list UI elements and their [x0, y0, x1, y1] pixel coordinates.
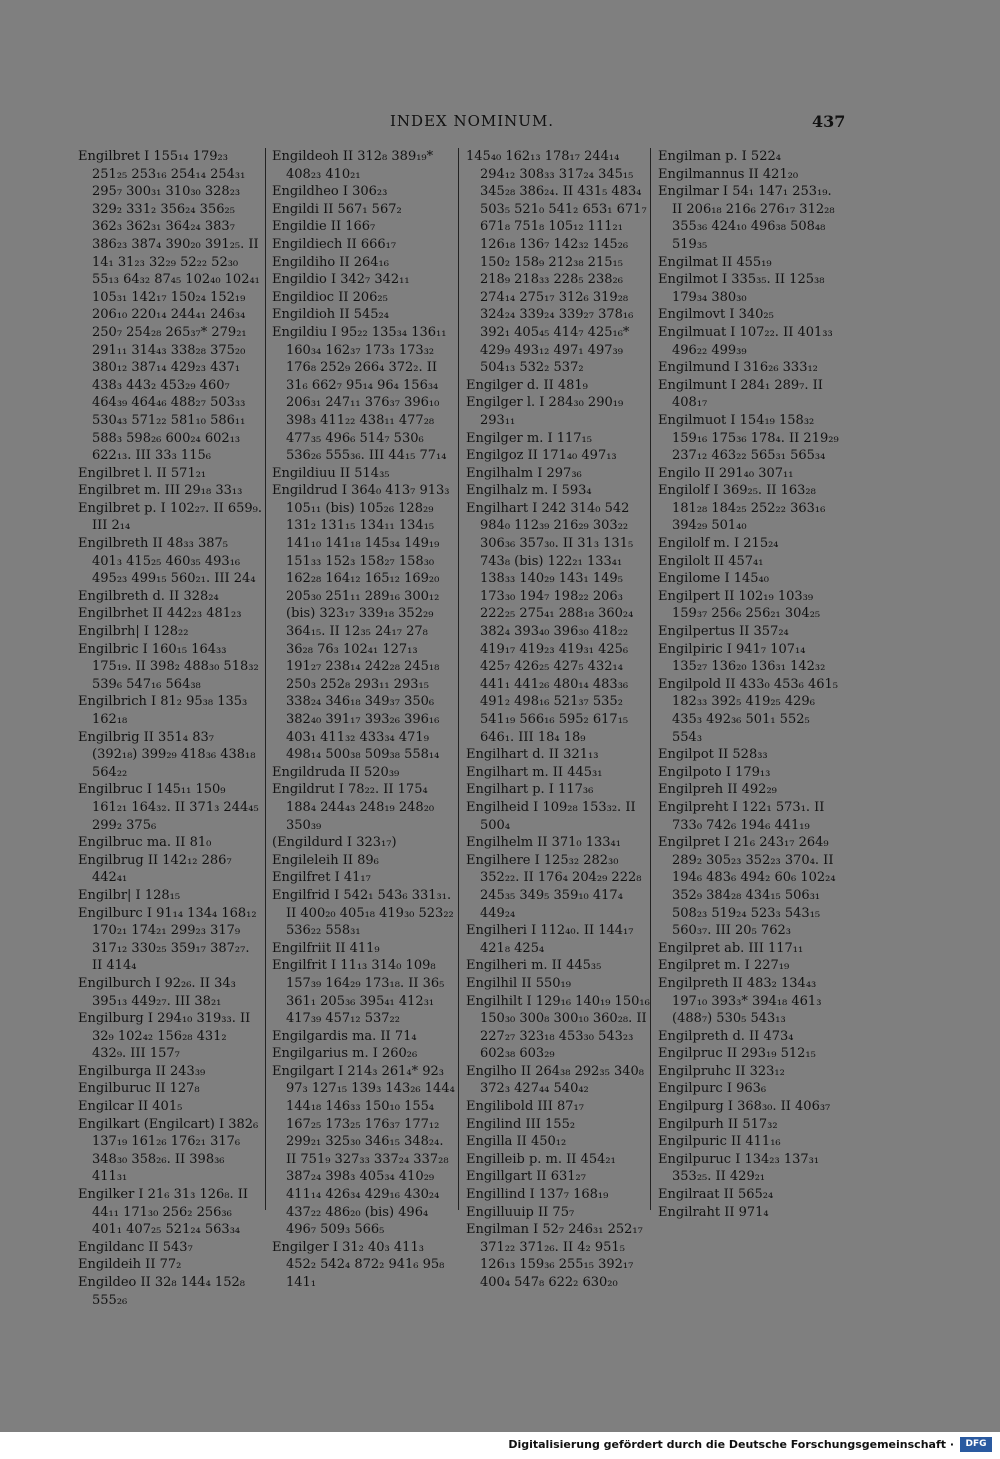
index-entry: Engilpuruc I 134₂₃ 137₃₁ 353₂₅. II 429₂₁ — [658, 1151, 820, 1185]
index-entry: Engilbrug II 142₁₂ 286₇ 442₄₁ — [78, 852, 232, 886]
index-entry: Engilho II 264₃₈ 292₃₅ 340₈ 372₃ 427₄₄ 540₄₂ — [466, 1063, 644, 1097]
index-entry: Engilfrit I 11₁₃ 314₀ 109₈ 157₃₉ 164₂₉ 173₁₈. II 36₅ 361₁ 205₃₆ 395₄₁ 412₃₁ 417₃₉ 457₁₂ 537₂₂ — [272, 958, 445, 1027]
index-entry: Engilfret I 41₁₇ — [272, 870, 371, 886]
index-entry: Engileleih II 89₆ — [272, 852, 379, 868]
index-entry: Engilburga II 243₃₉ — [78, 1063, 206, 1079]
index-entry: Engilhelm II 371₀ 133₄₁ — [466, 835, 621, 851]
index-entry: Engilhart I 242 314₀ 542 984₀ 112₃₉ 216₂₉ 303₂₂ 306₃₆ 357₃₀. II 31₃ 131₅ 743₈ (bis) 122₂₁ 133₄₁ 138₃₃ 140₂₉ 143₁ 149₅ 173₃₀ 194₇ 198₂₂ 206₃ 222₂₅ 275₄₁ 288₁₈ 360₂₄ 382₄ 393₄₀ 396₃₀ 418₂₂ 419₁₇ 419₂₃ 419₃₁ 425₆ 425₇ 426₂₅ 427₅ 432₁₄ 441₁ 441₂₆ 480₁₄ 483₃₆ 491₂ 498₁₆ 521₃₇ 535₂ 541₁₉ 566₁₆ 595₂ 617₁₅ 646₁. III 18₄ 18₉ — [466, 500, 634, 745]
index-entry: Engilmund I 316₂₆ 333₁₂ — [658, 360, 818, 376]
index-entry: Engilbret p. I 102₂₇. II 659₉. III 2₁₄ — [78, 500, 262, 534]
index-entry: Engildeo II 32₈ 144₄ 152₈ 555₂₆ — [78, 1275, 245, 1308]
index-entry: Engilheid I 109₂₈ 153₃₂. II 500₄ — [466, 799, 636, 833]
index-entry: Engildheo I 306₂₃ — [272, 184, 388, 200]
index-entry: Engilhil II 550₁₉ — [466, 975, 571, 991]
index-entry: Engilbreth II 48₃₃ 387₅ 401₃ 415₂₅ 460₃₅ 493₁₆ 495₂₃ 499₁₅ 560₂₁. III 24₄ — [78, 536, 256, 587]
index-entry: Engilbruc I 145₁₁ 150₉ 161₂₁ 164₃₂. II 371₃ 244₄₅ 299₂ 375₆ — [78, 782, 259, 833]
index-entry: Engildeih II 77₂ — [78, 1257, 182, 1273]
index-entry: Engildiu I 95₂₂ 135₃₄ 136₁₁ 160₃₄ 162₃₇ 173₃ 173₃₂ 176₈ 252₉ 266₄ 372₂. II 31₆ 662₇ 95₁₄ 96₄ 156₃₄ 206₃₁ 247₁₁ 376₃₇ 396₁₀ 398₃ 411₂₂ 438₁₁ 477₂₈ 477₃₅ 496₆ 514₇ 530₆ 536₂₆ 555₃₆. III 44₁₅ 77₁₄ — [272, 324, 447, 464]
index-entry: Engilbrich I 81₂ 95₃₈ 135₃ 162₁₈ — [78, 694, 248, 727]
index-entry: Engilpert II 102₁₉ 103₃₉ 159₃₇ 256₆ 256₂₁ 304₂₅ — [658, 588, 821, 622]
index-entry: Engilome I 145₄₀ — [658, 571, 769, 587]
index-entry: Engilmot I 335₃₅. II 125₃₈ 179₃₄ 380₃₀ — [658, 272, 825, 305]
index-entry: Engilger I 31₂ 40₃ 411₃ 452₂ 542₄ 872₂ 941₆ 95₈ 141₁ — [272, 1239, 445, 1290]
index-entry: Engilger m. I 117₁₅ — [466, 430, 592, 446]
index-entry: Engilfrid I 542₁ 543₆ 331₃₁. II 400₂₀ 405₁₈ 419₃₀ 523₂₂ 536₂₂ 558₃₁ — [272, 887, 454, 939]
index-entry: Engilla II 450₁₂ — [466, 1134, 567, 1150]
index-entry: Engilbr| I 128₁₅ — [78, 887, 181, 903]
index-entry: Engilbrig II 351₄ 83₇ (392₁₈) 399₂₉ 418₃₆ 438₁₈ 564₂₂ — [78, 729, 256, 780]
index-entry: Engilmannus II 421₂₀ — [658, 166, 799, 182]
index-entry: Engilo II 291₄₀ 307₁₁ — [658, 465, 794, 481]
index-entry: Engildruda II 520₃₉ — [272, 764, 400, 780]
index-entry: Engilger l. I 284₃₀ 290₁₉ 293₁₁ — [466, 395, 624, 428]
index-entry: Engilpreth d. II 473₄ — [658, 1028, 794, 1044]
index-entry: Engilbrhet II 442₂₃ 481₂₃ — [78, 606, 242, 622]
index-entry: Engilgoz II 171₄₀ 497₁₃ — [466, 448, 617, 464]
index-entry: Engildiho II 264₁₆ — [272, 254, 389, 270]
index-entry: Engilmar I 54₁ 147₁ 253₁₉. II 206₁₈ 216₆ 276₁₇ 312₂₈ 355₃₆ 424₁₀ 496₃₈ 508₄₈ 519₃₅ — [658, 184, 835, 252]
index-entry: Engilhalz m. I 593₄ — [466, 483, 592, 499]
index-entry: Engilcar II 401₅ — [78, 1099, 183, 1115]
index-entry: Engilpruc II 293₁₉ 512₁₅ — [658, 1046, 816, 1062]
index-entry: Engildi II 567₁ 567₂ — [272, 201, 402, 217]
index-entry: Engilgardis ma. II 71₄ — [272, 1028, 417, 1044]
index-entry: Engilhere I 125₃₂ 282₃₀ 352₂₂. II 176₄ 204₂₉ 222₈ 245₃₅ 349₅ 359₁₀ 417₄ 449₂₄ — [466, 852, 642, 921]
index-entry: Engildiuu II 514₃₅ — [272, 465, 390, 481]
index-column-1 — [78, 148, 262, 1309]
index-entry: Engilheri I 112₄₀. II 144₁₇ 421₈ 425₄ — [466, 923, 634, 956]
index-entry: Engilburch I 92₂₆. II 34₃ 395₁₃ 449₂₇. III 38₂₁ — [78, 975, 236, 1009]
index-entry: Engilpret I 21₆ 243₁₇ 264₉ 289₂ 305₂₃ 352₂₃ 370₄. II 194₆ 483₆ 494₂ 60₆ 102₂₄ 352₉ 384₂₈ 434₁₅ 506₃₁ 508₂₃ 519₂₄ 523₃ 543₁₅ 560₃₇. III 20₅ 762₃ — [658, 835, 836, 939]
index-entry: Engildrut I 78₂₂. II 175₄ 188₄ 244₄₃ 248₁₉ 248₂₀ 350₃₉ — [272, 782, 435, 833]
index-entry: Engilpold II 433₀ 453₆ 461₅ 182₃₃ 392₅ 419₂₅ 429₆ 435₃ 492₃₆ 501₁ 552₅ 554₃ — [658, 676, 839, 745]
index-entry: Engilman p. I 522₄ — [658, 149, 781, 164]
index-entry: Engilpurc I 963₆ — [658, 1081, 767, 1097]
index-entry: Engilhart d. II 321₁₃ — [466, 747, 599, 763]
index-column-4 — [658, 148, 842, 1221]
index-entry: Engilbret I 155₁₄ 179₂₃ 251₂₅ 253₁₆ 254₁₄ 254₃₁ 295₇ 300₃₁ 310₃₀ 328₂₃ 329₂ 331₂ 356₂₄ 356₂₅ 362₃ 362₃₁ 364₂₄ 383₇ 386₂₃ 387₄ 390₂₀ 391₂₅. II 14₁ 31₂₃ 32₂₉ 52₂₂ 52₃₀ 55₁₃ 64₃₂ 87₄₅ 102₄₀ 102₄₁ 105₃₁ 142₁₇ 150₂₄ 152₁₉ 206₁₀ 220₁₄ 244₄₁ 246₃₄ 250₇ 254₂₈ 265₃₇* 279₂₁ 291₁₁ 314₄₃ 338₂₈ 375₂₀ 380₁₂ 387₁₄ 429₂₃ 437₁ 438₃ 443₂ 453₂₉ 460₇ 464₃₉ 464₄₆ 488₂₇ 503₃₃ 530₄₃ 571₂₂ 581₁₀ 586₁₁ 588₃ 598₂₆ 600₂₄ 602₁₃ 622₁₃. III 33₃ 115₆ — [78, 149, 260, 464]
index-entry: Engilibold III 87₁₇ — [466, 1099, 584, 1115]
index-entry: 145₄₀ 162₁₃ 178₁₇ 244₁₄ 294₁₂ 308₃₃ 317₂₄ 345₁₅ 345₂₈ 386₂₄. II 431₅ 483₄ 503₅ 521₀ 541₂ 653₁ 671₇ 671₈ 751₈ 105₁₂ 111₂₁ 126₁₈ 136₇ 142₃₂ 145₂₆ 150₂ 158₉ 212₃₈ 215₁₅ 218₉ 218₃₃ 228₅ 238₂₆ 274₁₄ 275₁₇ 312₆ 319₂₈ 324₂₄ 339₂₄ 339₂₇ 378₁₆ 392₁ 405₄₅ 414₇ 425₁₆* 429₉ 493₁₂ 497₁ 497₃₉ 504₁₃ 532₂ 537₂ — [466, 149, 647, 376]
index-entry: Engilbret l. II 571₂₁ — [78, 465, 207, 481]
index-entry: Engilman I 52₇ 246₃₁ 252₁₇ 371₂₂ 371₂₆. II 4₂ 951₅ 126₁₃ 159₃₆ 255₁₅ 392₁₇ 400₄ 547₈ 622₂ 630₂₀ — [466, 1222, 643, 1290]
index-entry: Engilraht II 971₄ — [658, 1204, 769, 1220]
index-entry: Engilpreth II 483₂ 134₄₃ 197₁₀ 393₃* 394₁₈ 461₃ (488₇) 530₅ 543₁₃ — [658, 975, 822, 1027]
index-entry: Engilolf m. I 215₂₄ — [658, 536, 779, 552]
index-entry: Engillgart II 631₂₇ — [466, 1169, 586, 1185]
index-entry: Engilluuip II 75₇ — [466, 1204, 575, 1220]
page-number: 437 — [812, 112, 846, 131]
index-entry: Engilmuat I 107₂₂. II 401₃₃ 496₂₂ 499₃₉ — [658, 324, 833, 358]
index-entry: Engilpret ab. III 117₁₁ — [658, 940, 804, 956]
index-entry: Engilhart m. II 445₃₁ — [466, 764, 603, 780]
index-column-2 — [272, 148, 456, 1292]
index-entry: Engilpurg I 368₃₀. II 406₃₇ — [658, 1099, 831, 1115]
index-entry: Engilpiric I 941₇ 107₁₄ 135₂₇ 136₂₀ 136₃₁ 142₃₂ — [658, 641, 826, 675]
page-header — [0, 108, 1000, 138]
index-entry: Engilmat II 455₁₉ — [658, 254, 772, 270]
index-entry: Engilgarius m. I 260₂₆ — [272, 1046, 418, 1062]
index-entry: Engilolt II 457₄₁ — [658, 553, 764, 569]
index-entry: Engilmunt I 284₁ 289₇. II 408₁₇ — [658, 377, 823, 411]
index-entry: Engildeoh II 312₈ 389₁₉* 408₂₃ 410₂₁ — [272, 149, 434, 182]
column-rule — [458, 148, 459, 1210]
index-entry: Engilger d. II 481₉ — [466, 377, 588, 393]
index-entry: Engilpreht I 122₁ 573₁. II 733₀ 742₆ 194₆ 441₁₉ — [658, 799, 825, 833]
index-entry: Engildiech II 666₁₇ — [272, 236, 397, 252]
index-entry: Engilleib p. m. II 454₂₁ — [466, 1151, 616, 1167]
index-entry: Engilolf I 369₂₅. II 163₂₈ 181₂₈ 184₂₅ 252₂₂ 363₁₆ 394₂₉ 501₄₀ — [658, 483, 826, 534]
index-entry: (Engildurd I 323₁₇) — [272, 835, 397, 851]
index-entry: Engilpuric II 411₁₆ — [658, 1134, 781, 1150]
index-entry: Engildio I 342₇ 342₁₁ — [272, 272, 410, 288]
index-entry: Engilkart (Engilcart) I 382₆ 137₁₉ 161₂₆ 176₂₁ 317₆ 348₃₀ 358₂₆. II 398₃₆ 411₃₁ — [78, 1116, 259, 1185]
index-entry: Engilbruc ma. II 81₀ — [78, 835, 212, 851]
column-rule — [265, 148, 266, 1210]
index-entry: Engilpot II 528₃₃ — [658, 747, 768, 763]
index-entry: Engilbret m. III 29₁₈ 33₁₃ — [78, 483, 243, 499]
footer-bar — [0, 1432, 1000, 1459]
index-entry: Engildioc II 206₂₅ — [272, 289, 388, 305]
index-entry: Engilgart I 214₃ 261₄* 92₃ 97₃ 127₁₅ 139₃ 143₂₆ 144₄ 144₁₈ 146₃₃ 150₁₀ 155₄ 167₂₅ 173₂₅ 176₃₇ 177₁₂ 299₂₁ 325₃₀ 346₁₅ 348₂₄. II 751₉ 327₃₃ 337₂₄ 337₂₈ 387₂₄ 398₃ 405₃₄ 410₂₉ 411₁₄ 426₃₄ 429₁₆ 430₂₄ 437₂₂ 486₂₀ (bis) 496₄ 496₇ 509₃ 566₅ — [272, 1063, 455, 1238]
index-entry: Engilbrh| I 128₂₂ — [78, 624, 189, 640]
index-entry: Engilker I 21₆ 31₃ 126₈. II 44₁₁ 171₃₀ 256₂ 256₃₆ 401₁ 407₂₅ 521₂₄ 563₃₄ — [78, 1187, 249, 1238]
index-entry: Engilpurh II 517₃₂ — [658, 1116, 778, 1132]
index-column-3 — [466, 148, 650, 1292]
index-entry: Engilburuc II 127₈ — [78, 1081, 200, 1097]
index-entry: Engildanc II 543₇ — [78, 1239, 193, 1255]
index-entry: Engildrud I 364₀ 413₇ 913₃ 105₁₁ (bis) 105₂₆ 128₂₉ 131₂ 131₁₅ 134₁₁ 134₁₅ 141₁₀ 141₁₈ 145₃₄ 149₁₉ 151₃₃ 152₃ 158₂₇ 158₃₀ 162₂₈ 164₁₂ 165₁₂ 169₂₀ 205₃₀ 251₁₁ 289₁₆ 300₁₂ (bis) 323₁₇ 339₁₈ 352₂₉ 364₁₅. II 12₃₅ 24₁₇ 27₈ 36₂₈ 76₃ 102₄₁ 127₁₃ 191₂₇ 238₁₄ 242₂₈ 245₁₈ 250₃ 252₈ 293₁₁ 293₁₅ 338₂₄ 346₁₈ 349₃₇ 350₆ 382₄₀ 391₁₇ 393₂₆ 396₁₆ 403₁ 411₃₂ 433₃₄ 471₉ 498₁₄ 500₃₈ 509₃₈ 558₁₄ — [272, 483, 450, 763]
index-entry: Engilmovt I 340₂₅ — [658, 307, 774, 323]
index-entry: Engildie II 166₇ — [272, 219, 376, 235]
index-entry: Engilheri m. II 445₃₅ — [466, 958, 602, 974]
index-entry: Engillind I 137₇ 168₁₉ — [466, 1187, 609, 1203]
index-entry: Engilbric I 160₁₅ 164₃₃ 175₁₉. II 398₂ 488₃₀ 518₃₂ 539₆ 547₁₆ 564₃₈ — [78, 641, 259, 692]
index-entry: Engilbreth d. II 328₂₄ — [78, 588, 219, 604]
index-entry: Engilraat II 565₂₄ — [658, 1187, 774, 1203]
index-entry: Engildioh II 545₂₄ — [272, 307, 389, 323]
index-entry: Engilpreh II 492₂₉ — [658, 782, 777, 798]
index-entry: Engilpret m. I 227₁₉ — [658, 958, 790, 974]
index-entry: Engilpertus II 357₂₄ — [658, 624, 789, 640]
index-entry: Engilpruhc II 323₁₂ — [658, 1063, 785, 1079]
index-entry: Engilhart p. I 117₃₆ — [466, 782, 594, 798]
index-entry: Engilpoto I 179₁₃ — [658, 764, 771, 780]
column-rule — [650, 148, 651, 1210]
index-entry: Engilhilt I 129₁₆ 140₁₉ 150₁₆ 150₃₀ 300₈ 300₁₀ 360₂₈. II 227₂₇ 323₁₈ 453₃₀ 543₂₃ 602₃₈ 603₂₉ — [466, 993, 650, 1062]
index-entry: Engilburg I 294₁₀ 319₃₃. II 32₉ 102₄₂ 156₂₈ 431₂ 432₉. III 157₇ — [78, 1011, 251, 1062]
dfg-logo: DFG — [960, 1437, 992, 1452]
index-entry: Engilmuot I 154₁₉ 158₃₂ 159₁₆ 175₃₆ 178₄. II 219₂₉ 237₁₂ 463₂₂ 565₃₁ 565₃₄ — [658, 412, 839, 464]
funding-credit: Digitalisierung gefördert durch die Deutsche Forschungsgemeinschaft · — [508, 1438, 954, 1451]
running-title: INDEX NOMINUM. — [390, 112, 555, 130]
index-entry: Engilfriit II 411₉ — [272, 940, 380, 956]
index-entry: Engilhalm I 297₃₆ — [466, 465, 582, 481]
index-entry: Engilind III 155₂ — [466, 1116, 576, 1132]
index-entry: Engilburc I 91₁₄ 134₄ 168₁₂ 170₂₁ 174₂₁ 299₂₃ 317₉ 317₁₂ 330₂₅ 359₁₇ 387₂₇. II 414₄ — [78, 905, 257, 974]
